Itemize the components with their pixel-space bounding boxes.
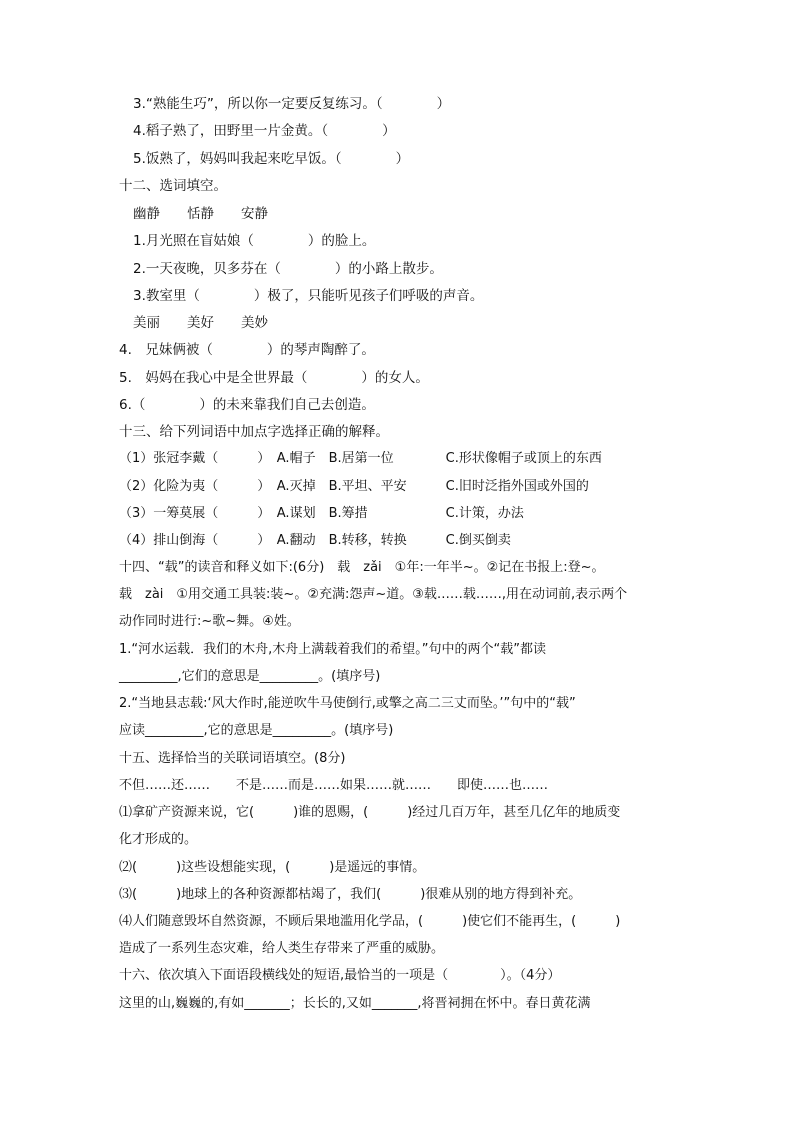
fill-blank-3: 3.教室里（ ）极了，只能听见孩子们呼吸的声音。 [133,288,484,304]
paragraph-line: ⑵( )这些设想能实现，( )是遥远的事情。 [119,860,426,875]
section-16-heading: 十六、依次填入下面语段横线处的短语,最恰当的一项是（ ）。（4分） [119,968,561,983]
fill-blank-6: 6.（ ）的未来靠我们自己去创造。 [119,397,375,413]
section-14-heading: 十四、“载”的读音和释义如下:(6分) 载 zǎi ①年:一年半~。②记在书报上:登~。 [119,560,605,575]
section-12-heading: 十二、选词填空。 [119,178,227,194]
paragraph-line: ⑷人们随意毁坏自然资源，不顾后果地滥用化学品，( )使它们不能再生，( ) [119,914,621,929]
definition-line: 载 zài ①用交通工具装:装~。②充满:怨声~道。③载……载……,用在动词前,表示两个 [119,587,628,602]
paragraph-line: ⑴拿矿产资源来说，它( )谁的恩赐，( )经过几百万年，甚至几亿年的地质变 [119,805,621,820]
question-line: 2.“当地县志载:‘风大作时,能逆吹牛马使倒行,或擎之高二三丈而坠。’”句中的“载” [119,696,576,711]
answer-blank-line: _________,它们的意思是_________。(填序号) [119,669,381,684]
definition-line: 动作同时进行:~歌~舞。④姓。 [119,614,300,629]
answer-blank-line: 应读_________,它的意思是_________。(填序号) [119,723,394,738]
fill-blank-2: 2.一天夜晚，贝多芬在（ ）的小路上散步。 [133,261,443,277]
choice-item-2: （2）化险为夷（ ） A.灭掉 B.平坦、平安 C.旧时泛指外国或外国的 [119,479,589,494]
fill-blank-5: 5. 妈妈在我心中是全世界最（ ）的女人。 [119,370,429,386]
section-15-heading: 十五、选择恰当的关联词语填空。(8分) [119,751,346,766]
word-options-line: 幽静 恬静 安静 [133,206,268,222]
choice-item-3: （3）一筹莫展（ ） A.谋划 B.筹措 C.计策，办法 [119,506,524,521]
paragraph-line: 造成了一系列生态灾难，给人类生存带来了严重的威胁。 [119,941,445,956]
fill-blank-4: 4. 兄妹俩被（ ）的琴声陶醉了。 [119,342,375,358]
question-4-line: 4.稻子熟了，田野里一片金黄。（ ） [133,123,396,139]
paragraph-line: ⑶( )地球上的各种资源都枯竭了，我们( )很难从别的地方得到补充。 [119,887,582,902]
choice-item-1: （1）张冠李戴（ ） A.帽子 B.居第一位 C.形状像帽子或顶上的东西 [119,451,602,466]
fill-blank-1: 1.月光照在盲姑娘（ ）的脸上。 [133,233,376,249]
word-options-line: 美丽 美好 美妙 [133,315,268,331]
choice-item-4: （4）排山倒海（ ） A.翻动 B.转移，转换 C.倒买倒卖 [119,533,511,548]
question-line: 1.“河水运载．我们的木舟,木舟上满载着我们的希望。”句中的两个“载”都读 [119,642,546,657]
question-3-line: 3.“熟能生巧”，所以你一定要反复练习。（ ） [133,96,451,112]
paragraph-line: 化才形成的。 [119,832,198,847]
conjunction-options-line: 不但……还…… 不是……而是……如果……就…… 即使……也…… [119,778,549,793]
paragraph-line: 这里的山,巍巍的,有如_______；长长的,又如_______,将晋祠拥在怀中。春日黄花满 [119,996,591,1011]
section-13-heading: 十三、给下列词语中加点字选择正确的解释。 [119,424,389,440]
question-5-line: 5.饭熟了，妈妈叫我起来吃早饭。（ ） [133,151,410,167]
